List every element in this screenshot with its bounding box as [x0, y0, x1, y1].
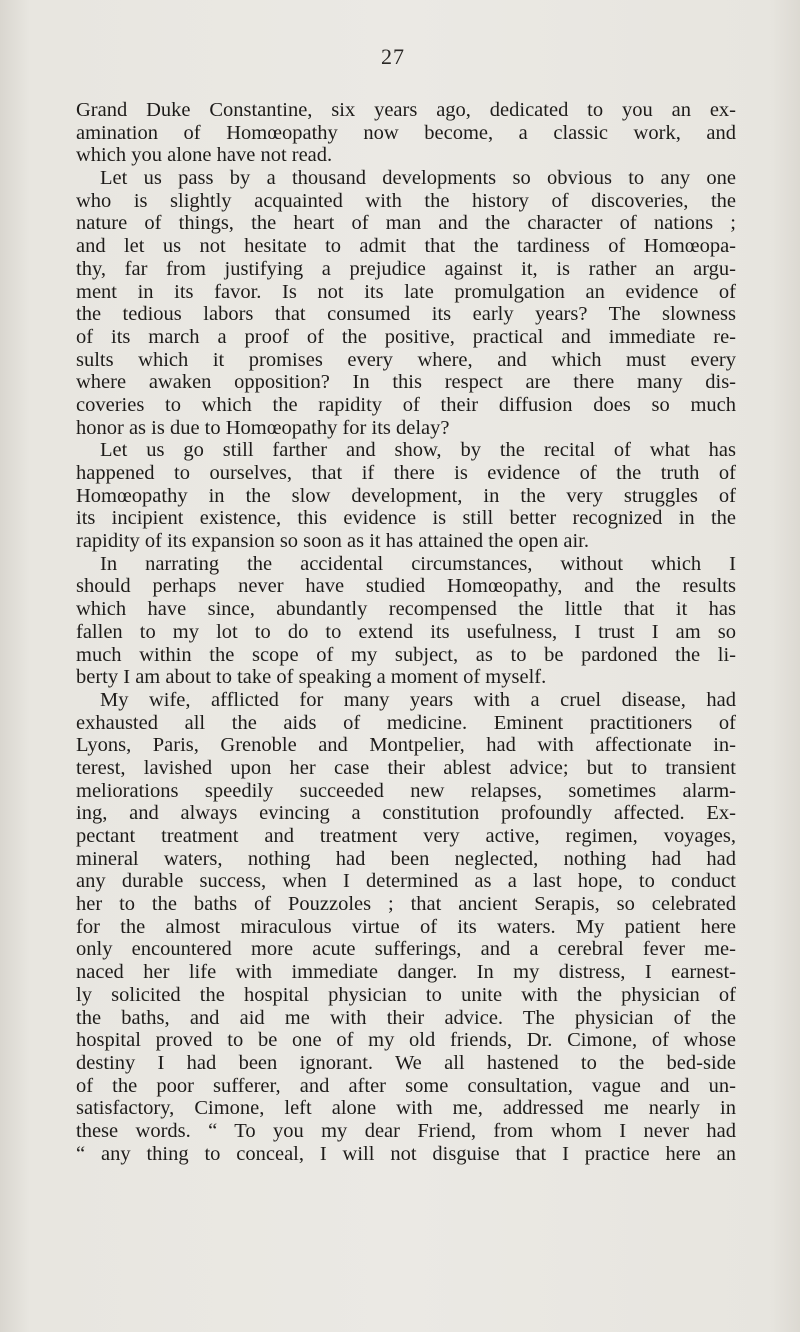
text-line: her to the baths of Pouzzoles ; that ancient Serapis, so celebrated	[76, 893, 736, 916]
text-line: My wife, afflicted for many years with a cruel disease, had	[100, 688, 736, 711]
text-line: ly solicited the hospital physician to unite with the physician of	[76, 983, 736, 1006]
text-line: and let us not hesitate to admit that the tardiness of Homœopa-	[76, 235, 736, 258]
text-line: honor as is due to Homœopathy for its delay?	[76, 416, 450, 439]
text-line: any durable success, when I determined as a last hope, to conduct	[76, 870, 736, 893]
text-line: its incipient existence, this evidence is still better recognized in the	[76, 507, 736, 530]
text-line: destiny I had been ignorant. We all hastened to the bed-side	[76, 1051, 736, 1074]
text-line: these words. “ To you my dear Friend, from whom I never had	[76, 1119, 736, 1142]
text-line: which you alone have not read.	[76, 144, 333, 167]
text-line: “ any thing to conceal, I will not disguise that I practice here an	[76, 1142, 736, 1165]
text-line: satisfactory, Cimone, left alone with me, addressed me nearly in	[76, 1097, 736, 1120]
text-line: exhausted all the aids of medicine. Eminent practitioners of	[76, 711, 736, 734]
text-line: fallen to my lot to do to extend its usefulness, I trust I am so	[76, 620, 736, 643]
text-line: mineral waters, nothing had been neglected, nothing had had	[76, 847, 736, 870]
text-line: of the poor sufferer, and after some consultation, vague and un-	[76, 1074, 736, 1097]
text-line: Lyons, Paris, Grenoble and Montpelier, had with affectionate in-	[76, 734, 736, 757]
page-number: 27	[381, 44, 405, 69]
text-line: happened to ourselves, that if there is evidence of the truth of	[76, 462, 736, 484]
text-line: terest, lavished upon her case their ablest advice; but to transient	[76, 756, 736, 779]
text-line: of its march a proof of the positive, practical and immediate re-	[76, 325, 736, 348]
text-line: the tedious labors that consumed its early years? The slowness	[76, 303, 736, 326]
text-line: Grand Duke Constantine, six years ago, dedicated to you an ex-	[76, 99, 736, 121]
text-line: amination of Homœopathy now become, a classic work, and	[76, 121, 736, 144]
text-line: should perhaps never have studied Homœopathy, and the results	[76, 575, 736, 598]
text-line: where awaken opposition? In this respect are there many dis-	[76, 371, 736, 394]
text-line: rapidity of its expansion so soon as it has attained the open air.	[76, 530, 589, 553]
text-line: much within the scope of my subject, as to be pardoned the li-	[76, 643, 736, 666]
text-line: for the almost miraculous virtue of its waters. My patient here	[76, 915, 736, 938]
text-line: pectant treatment and treatment very active, regimen, voyages,	[76, 825, 736, 847]
text-line: naced her life with immediate danger. In my distress, I earnest-	[76, 961, 736, 984]
text-line: hospital proved to be one of my old friends, Dr. Cimone, of whose	[76, 1029, 736, 1052]
text-line: coveries to which the rapidity of their diffusion does so much	[76, 393, 736, 416]
text-line: Let us pass by a thousand developments so obvious to any one	[100, 167, 736, 190]
text-line: berty I am about to take of speaking a moment of myself.	[76, 666, 547, 689]
text-line: which have since, abundantly recompensed the little that it has	[76, 598, 736, 621]
text-line: who is slightly acquainted with the history of discoveries, the	[76, 189, 736, 212]
text-line: ment in its favor. Is not its late promulgation an evidence of	[76, 280, 736, 303]
text-line: thy, far from justifying a prejudice against it, is rather an argu-	[76, 257, 736, 280]
text-line: sults which it promises every where, and which must every	[76, 348, 736, 371]
text-line: nature of things, the heart of man and the character of nations ;	[76, 212, 736, 235]
text-line: the baths, and aid me with their advice. The physician of the	[76, 1006, 736, 1029]
body-text	[76, 99, 736, 1165]
text-line: ing, and always evincing a constitution profoundly affected. Ex-	[76, 802, 736, 825]
text-line: meliorations speedily succeeded new relapses, sometimes alarm-	[76, 779, 736, 802]
text-line: only encountered more acute sufferings, and a cerebral fever me-	[76, 938, 736, 961]
text-line: Homœopathy in the slow development, in the very struggles of	[76, 484, 736, 507]
text-line: In narrating the accidental circumstances, without which I	[100, 552, 736, 575]
text-line: Let us go still farther and show, by the recital of what has	[100, 439, 736, 462]
